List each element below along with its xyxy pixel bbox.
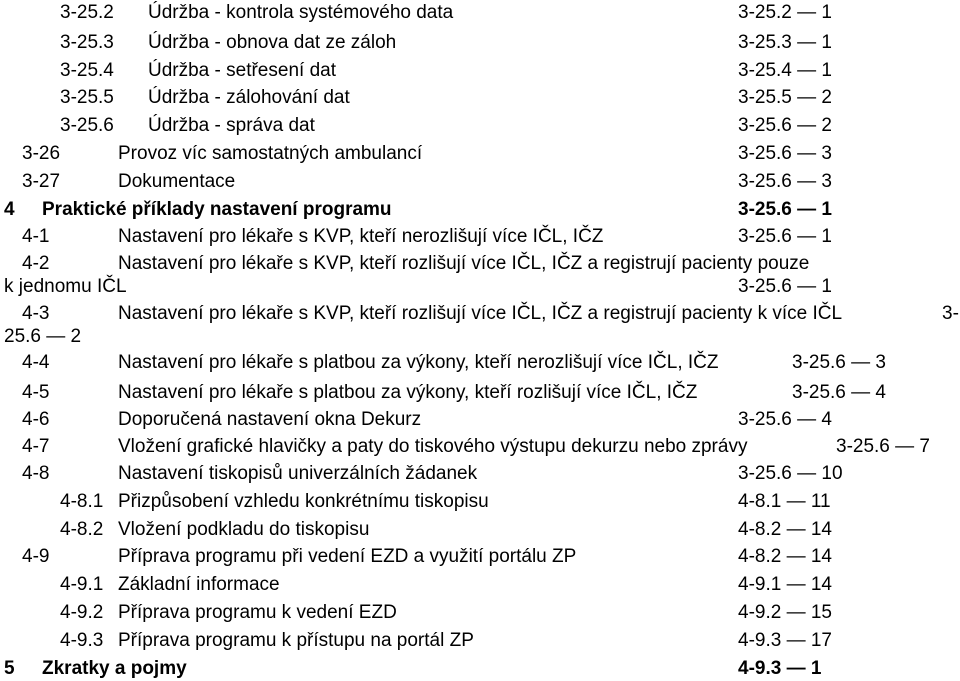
toc-number: 4-9.1 [60, 574, 104, 595]
toc-title: Údržba - zálohování dat [148, 87, 350, 108]
toc-page: 4-9.3 — 17 [738, 630, 832, 651]
toc-title: Vložení grafické hlavičky a paty do tiskového výstupu dekurzu nebo zprávy [118, 436, 748, 457]
toc-page: 3-25.6 — 1 [738, 199, 832, 220]
toc-number: 4-4 [22, 352, 50, 373]
toc-number: 4-8.2 [60, 519, 104, 540]
toc-page: 3-25.6 — 1 [738, 276, 832, 297]
toc-number: 4-8.1 [60, 491, 104, 512]
toc-page: 3-25.5 — 2 [738, 87, 832, 108]
toc-title: Údržba - setřesení dat [148, 60, 336, 81]
toc-page: 3-25.6 — 3 [738, 171, 832, 192]
toc-page: 3-25.6 — 3 [792, 352, 886, 373]
toc-title: Dokumentace [118, 171, 236, 192]
toc-number: 4-6 [22, 409, 50, 430]
toc-title: Vložení podkladu do tiskopisu [118, 519, 370, 540]
toc-title: Provoz víc samostatných ambulancí [118, 143, 423, 164]
toc-page: 4-9.1 — 14 [738, 574, 832, 595]
toc-title: Nastavení pro lékaře s platbou za výkony, kteří rozlišují více IČL, IČZ [118, 382, 698, 403]
toc-number: 4-2 [22, 253, 50, 274]
toc-number: 5 [4, 658, 15, 679]
toc-title: Příprava programu k přístupu na portál ZP [118, 630, 474, 651]
toc-page: 3-25.4 — 1 [738, 60, 832, 81]
toc-number: 4-9.3 [60, 630, 104, 651]
toc-number: 3-27 [22, 171, 61, 192]
toc-title-continuation: k jednomu IČL [4, 276, 127, 297]
toc-number: 3-25.3 [60, 32, 114, 53]
toc-page: 3-25.6 — 4 [792, 382, 886, 403]
toc-number: 4-3 [22, 303, 50, 324]
toc-title: Doporučená nastavení okna Dekurz [118, 409, 422, 430]
toc-page: 3-25.6 — 3 [738, 143, 832, 164]
toc-page-fragment: 3- [942, 303, 959, 324]
toc-number: 4-9.2 [60, 602, 104, 623]
toc-number: 4-5 [22, 382, 50, 403]
toc-page: 4-9.3 — 1 [738, 658, 822, 679]
toc-number: 4-7 [22, 436, 50, 457]
toc-number: 3-26 [22, 143, 61, 164]
toc-title: Údržba - kontrola systémového data [148, 2, 454, 23]
toc-number: 3-25.5 [60, 87, 114, 108]
toc-page: 3-25.6 — 4 [738, 409, 832, 430]
toc-title: Nastavení pro lékaře s KVP, kteří nerozlišují více IČL, IČZ [118, 226, 604, 247]
toc-title: Údržba - správa dat [148, 115, 315, 136]
toc-title: Praktické příklady nastavení programu [42, 199, 392, 220]
toc-page: 3-25.2 — 1 [738, 2, 832, 23]
toc-title: Nastavení pro lékaře s KVP, kteří rozlišují více IČL, IČZ a registrují pacienty k více IČL [118, 303, 843, 324]
toc-number: 4-9 [22, 546, 50, 567]
toc-page: 4-9.2 — 15 [738, 602, 832, 623]
toc-page: 4-8.2 — 14 [738, 519, 832, 540]
toc-title: Příprava programu k vedení EZD [118, 602, 397, 623]
toc-page: 3-25.6 — 7 [836, 436, 930, 457]
toc-number: 3-25.6 [60, 115, 114, 136]
toc-page: 3-25.6 — 1 [738, 226, 832, 247]
toc-title: Údržba - obnova dat ze záloh [148, 32, 397, 53]
toc-title: Nastavení pro lékaře s KVP, kteří rozlišují více IČL, IČZ a registrují pacienty pouze [118, 253, 810, 274]
toc-page-continuation: 25.6 — 2 [4, 326, 82, 347]
toc-number: 4-8 [22, 463, 50, 484]
toc-page: 4-8.2 — 14 [738, 546, 832, 567]
toc-title: Základní informace [118, 574, 280, 595]
toc-number: 3-25.4 [60, 60, 114, 81]
toc-title: Příprava programu při vedení EZD a využití portálu ZP [118, 546, 577, 567]
toc-page: 3-25.6 — 10 [738, 463, 843, 484]
toc-number: 3-25.2 [60, 2, 114, 23]
toc-title: Nastavení tiskopisů univerzálních žádanek [118, 463, 478, 484]
toc-page: 3-25.3 — 1 [738, 32, 832, 53]
toc-page: 3-25.6 — 2 [738, 115, 832, 136]
toc-page: 4-8.1 — 11 [738, 491, 831, 512]
toc-title: Nastavení pro lékaře s platbou za výkony, kteří nerozlišují více IČL, IČZ [118, 352, 719, 373]
toc-number: 4-1 [22, 226, 50, 247]
toc-title: Zkratky a pojmy [42, 658, 187, 679]
toc-title: Přizpůsobení vzhledu konkrétnímu tiskopisu [118, 491, 489, 512]
toc-number: 4 [4, 199, 15, 220]
